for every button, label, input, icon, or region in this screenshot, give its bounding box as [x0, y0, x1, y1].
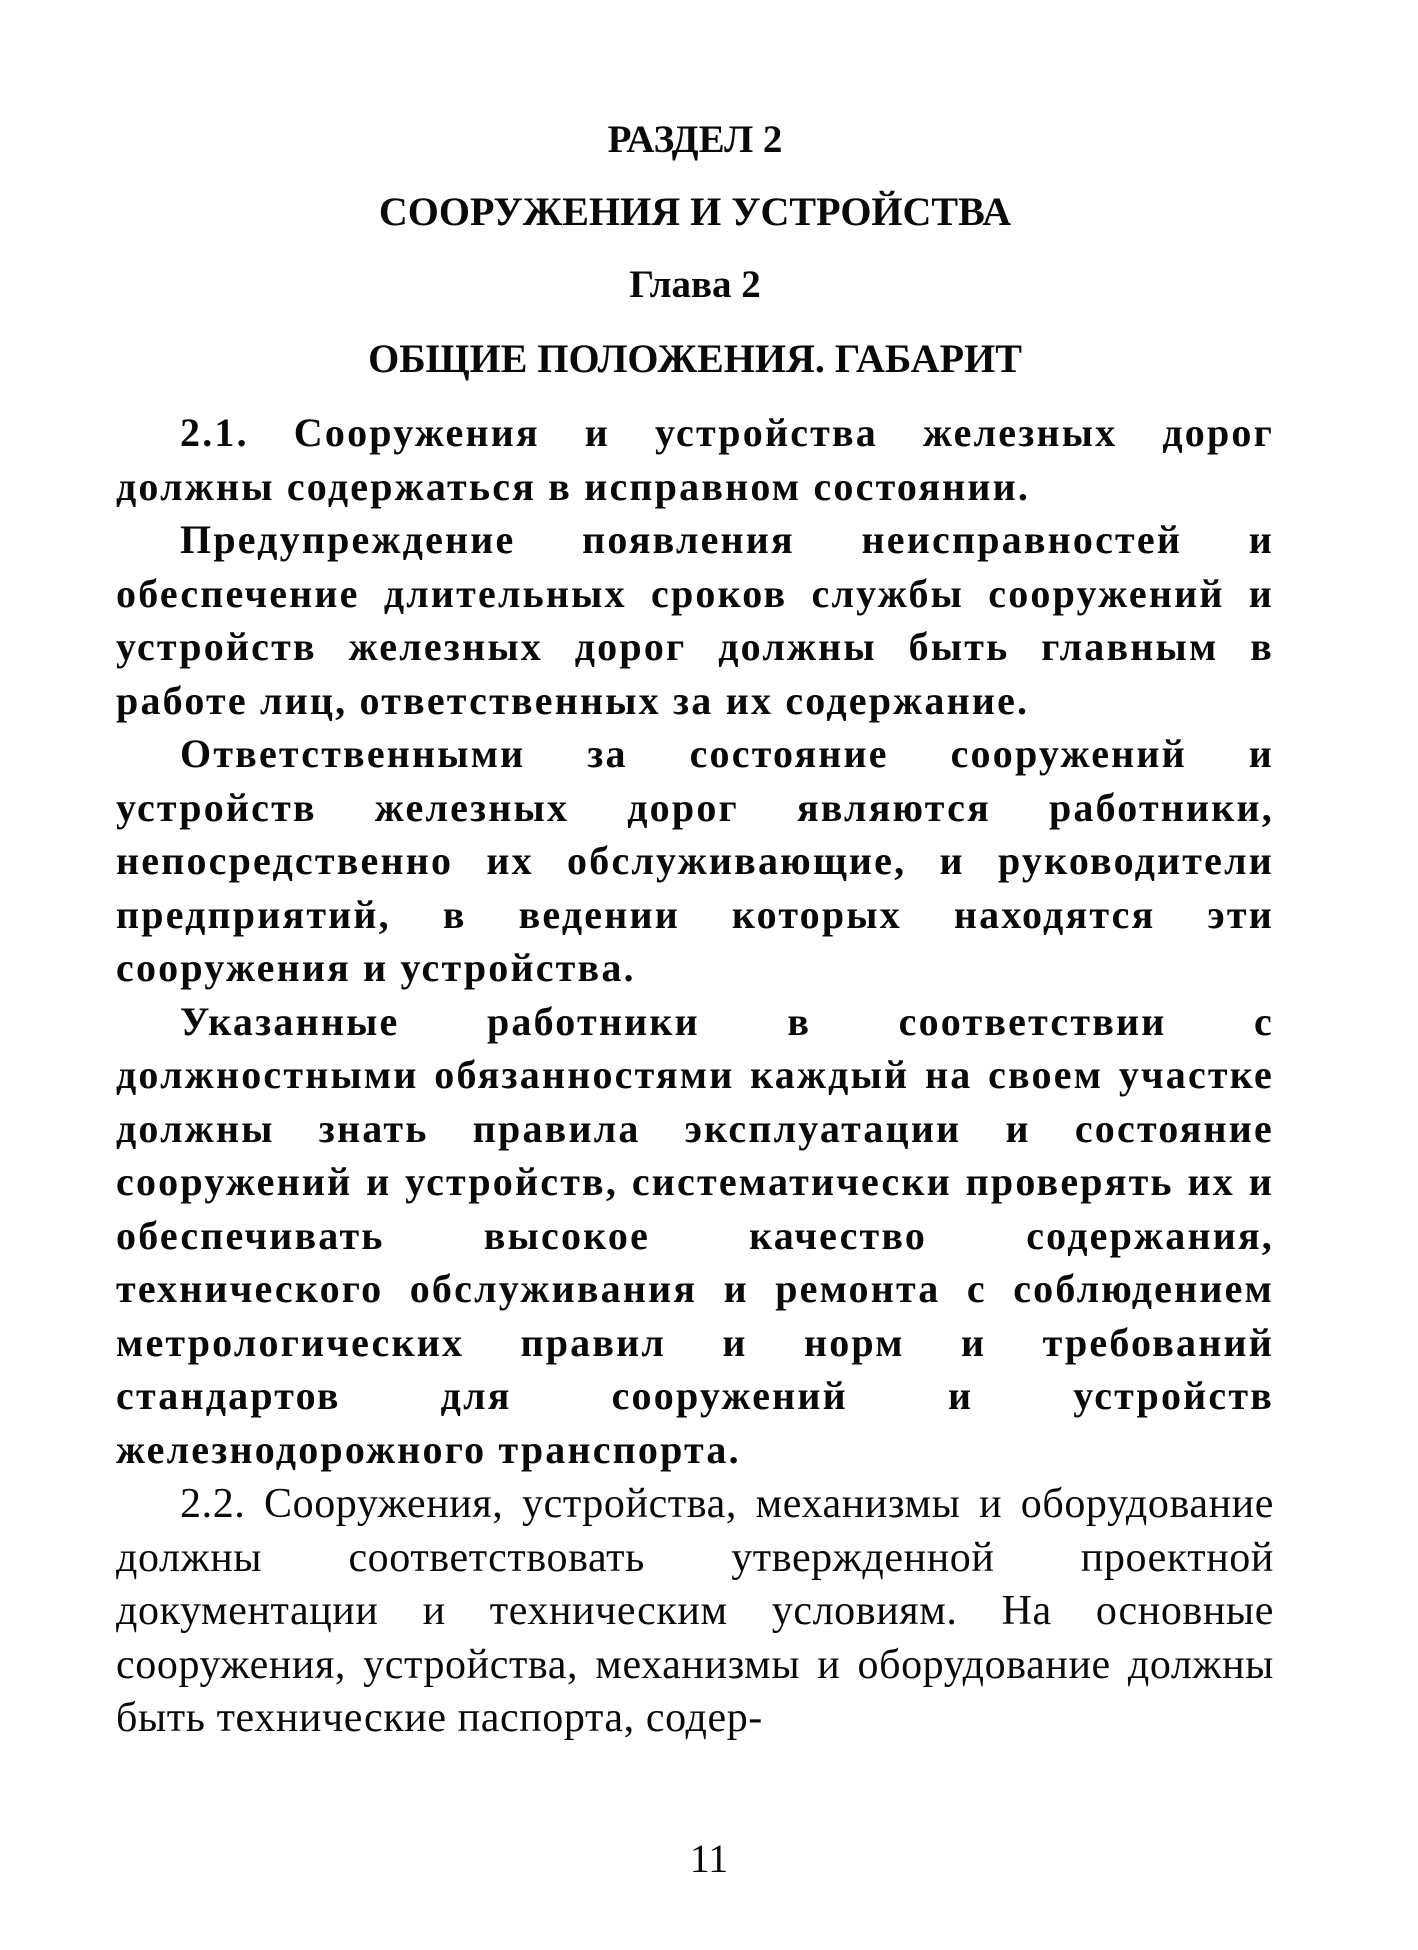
paragraph-workers: Указанные работники в соответствии с должностными обязанностями каждый на своем участке должны знать правила эксплуатации и состояние сооружений и устройств, систематически проверять их и обеспечивать высокое качество содержания, технического обслуживания и ремонта с соблюдением метрологических правил и норм и требований стандартов для сооружений и устройств железнодорожного транспорта. [116, 998, 1274, 1472]
section-label: РАЗДЕЛ 2 [607, 118, 783, 161]
chapter-title: ОБЩИЕ ПОЛОЖЕНИЯ. ГАБАРИТ [368, 336, 1022, 381]
section-title: СООРУЖЕНИЯ И УСТРОЙСТВА [378, 189, 1012, 234]
document-page [116, 108, 1274, 1746]
paragraph-2-2: 2.2. Сооружения, устройства, механизмы и оборудование должны соответствовать утвержденной проектной документации и техническим условиям. На основные сооружения, устройства, механизмы и оборудование должны быть технические паспорта, содер- [116, 1481, 1274, 1741]
chapter-label: Глава 2 [629, 263, 761, 306]
page-number: 11 [689, 1836, 729, 1881]
paragraph-prevention: Предупреждение появления неисправностей и обеспечение длительных сроков службы сооружений и устройств железных дорог должны быть главным в работе лиц, ответственных за их содержание. [116, 517, 1274, 723]
paragraph-2-1: 2.1. Сооружения и устройства железных дорог должны содержаться в исправном состоянии. [116, 410, 1274, 509]
paragraph-responsible: Ответственными за состояние сооружений и устройств железных дорог являются работники, непосредственно их обслуживающие, и руководители предприятий, в ведении которых находятся эти сооружения и устройства. [116, 731, 1274, 990]
